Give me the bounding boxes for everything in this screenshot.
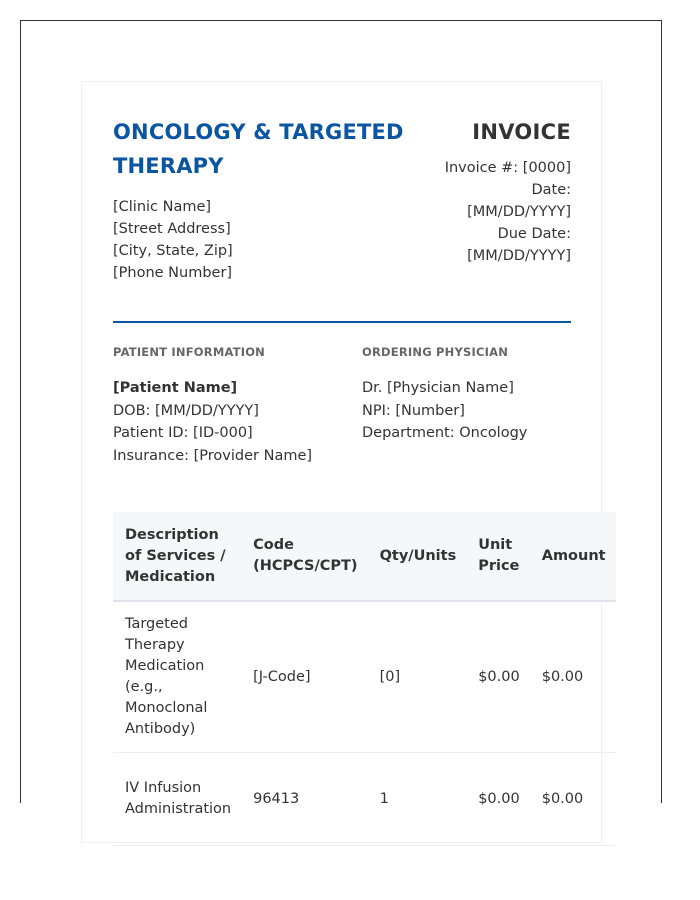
invoice-date-value: [MM/DD/YYYY] [467, 204, 571, 220]
physician-npi: NPI: [Number] [362, 402, 465, 419]
header-description: Description of Services / Medication [113, 512, 241, 601]
header-code: Code (HCPCS/CPT) [241, 512, 367, 601]
physician-info-block [362, 377, 527, 445]
invoice-title: INVOICE [472, 120, 571, 144]
invoice-meta [431, 157, 571, 267]
row-code: [J-Code] [241, 601, 367, 753]
invoice-header [431, 115, 571, 267]
patient-info-block [113, 377, 312, 467]
row-amount: $0.00 [530, 601, 616, 753]
patient-dob: DOB: [MM/DD/YYYY] [113, 402, 259, 419]
invoice-date-label: Date: [531, 182, 571, 198]
physician-department: Department: Oncology [362, 425, 528, 441]
clinic-title: ONCOLOGY & TARGETED THERAPY [113, 120, 404, 178]
row-description: IV Infusion Administration [113, 753, 241, 846]
table-header-row [113, 512, 616, 601]
row-qty: [0] [368, 601, 467, 753]
document-viewport[interactable] [20, 20, 662, 817]
table-row [113, 601, 616, 753]
header-divider [113, 321, 571, 323]
row-unit-price: $0.00 [466, 753, 530, 846]
table-row [113, 753, 616, 846]
clinic-city-state-zip: [City, State, Zip] [113, 243, 233, 259]
invoice-due-date-label: Due Date: [497, 226, 571, 242]
services-table [113, 512, 616, 846]
patient-id: Patient ID: [ID-000] [113, 425, 253, 441]
clinic-address-block [113, 196, 233, 284]
invoice-number: Invoice #: [0000] [444, 160, 571, 176]
row-amount: $0.00 [530, 753, 616, 846]
header-unit-price: Unit Price [466, 512, 530, 601]
clinic-phone: [Phone Number] [113, 265, 233, 281]
patient-info-label: PATIENT INFORMATION [113, 345, 265, 359]
row-code: 96413 [241, 753, 367, 846]
invoice-due-date-value: [MM/DD/YYYY] [467, 248, 571, 264]
clinic-name: [Clinic Name] [113, 199, 212, 215]
patient-insurance: Insurance: [Provider Name] [113, 447, 313, 464]
invoice-page [81, 81, 606, 843]
ordering-physician-label: ORDERING PHYSICIAN [362, 345, 509, 359]
clinic-street: [Street Address] [113, 221, 231, 237]
row-qty: 1 [368, 753, 467, 846]
patient-name: [Patient Name] [113, 380, 238, 396]
header-qty: Qty/Units [368, 512, 467, 601]
row-description: Targeted Therapy Medication (e.g., Monoclonal Antibody) [113, 601, 241, 753]
row-unit-price: $0.00 [466, 601, 530, 753]
header-amount: Amount [530, 512, 616, 601]
physician-name: Dr. [Physician Name] [362, 380, 514, 396]
